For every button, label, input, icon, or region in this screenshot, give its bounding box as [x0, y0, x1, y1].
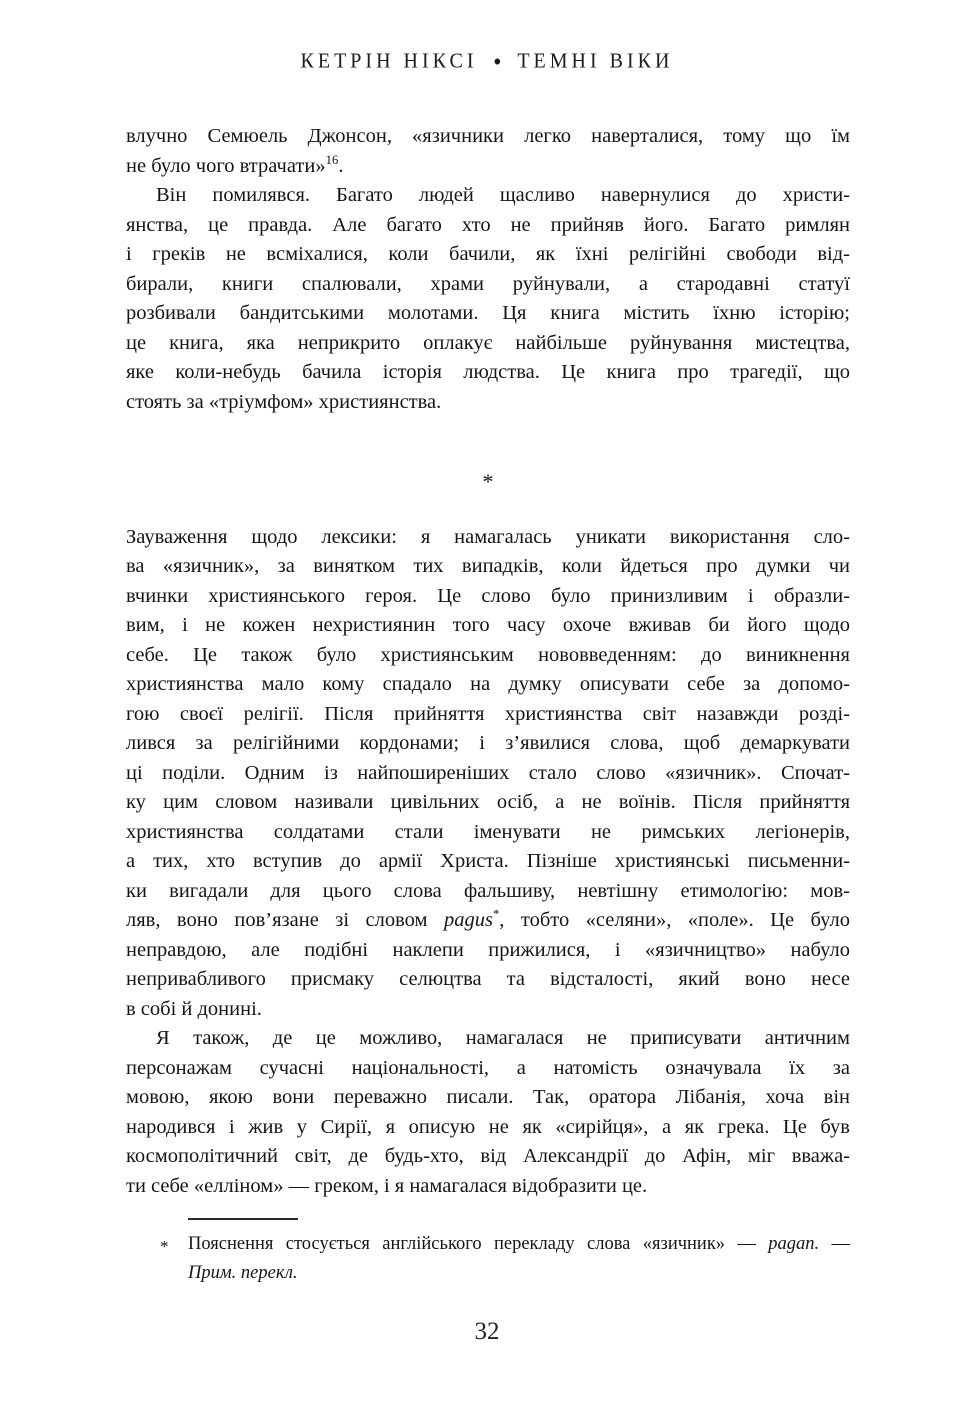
text-line: неправдою, але подібні наклепи прижилися, і «язичництво» набуло	[126, 938, 850, 961]
text-line: космополітичний світ, де будь-хто, від Александрії до Афін, міг вважа-	[126, 1145, 850, 1167]
text-segment: Пояснення стосується англійського перекладу слова «язичник» —	[188, 1234, 769, 1254]
section-separator-asterisk: *	[482, 469, 494, 494]
text-line: персонажам сучасні національності, а натомість означувала їх за	[126, 1056, 850, 1079]
text-line: в собі й донині.	[126, 997, 262, 1020]
text-line: непривабливого присмаку селюцтва та відсталості, який воно несе	[126, 968, 850, 990]
text-line: ва «язичник», за винятком тих випадків, коли йдеться про думки чи	[126, 555, 850, 577]
footnote-text	[188, 1230, 850, 1288]
latin-term-pagan: pagan.	[768, 1234, 820, 1254]
latin-term-pagus: pagus	[443, 909, 493, 931]
text-line: ку цим словом називали цивільних осіб, а не воїнів. Після прийняття	[126, 791, 850, 813]
text-line: народився і жив у Сирії, я описую не як «сирійця», а як грека. Це був	[126, 1115, 850, 1138]
text-line: християнства солдатами стали іменувати не римських легіонерів,	[126, 820, 850, 843]
footnote-marker: *	[160, 1237, 169, 1256]
text-segment: —	[819, 1234, 850, 1254]
text-line: ці поділи. Одним із найпоширеніших стало слово «язичник». Спочат-	[126, 761, 850, 784]
text-line: розбивали бандитськими молотами. Ця книга містить їхню історію;	[126, 302, 850, 324]
text-line: янства, це правда. Але багато хто не прийняв його. Багато римлян	[126, 213, 850, 236]
text-line	[126, 152, 850, 182]
text-line: себе. Це також було християнським нововведенням: до виникнення	[126, 643, 850, 666]
text-line: вим, і не кожен нехристиянин того часу охоче вживав би його щодо	[126, 614, 850, 636]
text-line: а тих, хто вступив до армії Христа. Пізніше християнські письменни-	[126, 850, 850, 872]
text-line: яке коли-небудь бачила історія людства. Це книга про трагедії, що	[126, 361, 850, 383]
text-line: лився за релігійними кордонами; і з’явилися слова, щоб демаркувати	[126, 732, 850, 754]
text-line: Він помилявся. Багато людей щасливо навернулися до христи-	[156, 184, 850, 206]
text-line: Я також, де це можливо, намагалася не приписувати античним	[156, 1027, 850, 1049]
text-line: стоять за «тріумфом» християнства.	[126, 390, 442, 413]
header-book-title: ТЕМНІ ВІКИ	[517, 49, 674, 73]
page-number: 32	[474, 1318, 500, 1345]
text-line: вчинки християнського героя. Це слово було принизливим і образли-	[126, 584, 850, 607]
header-author: КЕТРІН НІКСІ	[300, 49, 478, 73]
footnote-section	[126, 1218, 850, 1288]
header-separator-dot: ●	[493, 51, 502, 68]
text-line: християнства мало кому спадало на думку описувати себе за допомо-	[126, 673, 850, 695]
footnote-divider-rule	[188, 1218, 298, 1220]
footnote-line: Прим. перекл.	[188, 1263, 298, 1283]
text-line: ки вигадали для цього слова фальшиву, невтішну етимологію: мов-	[126, 879, 850, 902]
text-line: ти себе «елліном» — греком, і я намагалася відобразити це.	[126, 1174, 648, 1197]
text-block	[126, 122, 850, 1201]
text-segment: не було чого втрачати»	[126, 154, 326, 177]
text-line: це книга, яка неприкрито оплакує найбільше руйнування мистецтва,	[126, 331, 850, 354]
footnote-reference-16: 16	[325, 152, 339, 167]
text-segment: .	[338, 154, 344, 177]
text-line: влучно Семюель Джонсон, «язичники легко наверталися, тому що їм	[126, 125, 850, 147]
running-header	[0, 49, 974, 74]
text-line: і греків не всміхалися, коли бачили, як їхні релігійні свободи від-	[126, 243, 850, 265]
text-line: Зауваження щодо лексики: я намагалась уникати використання сло-	[126, 525, 850, 548]
text-line	[126, 906, 850, 936]
footnote-reference-asterisk: *	[492, 907, 500, 922]
text-segment: ляв, воно пов’язане зі словом	[126, 909, 444, 931]
text-line: мовою, якою вони переважно писали. Так, оратора Лібанія, хоча він	[126, 1086, 850, 1108]
text-line: бирали, книги спалювали, храми руйнували, а стародавні статуї	[126, 272, 850, 295]
footnote-line	[188, 1230, 850, 1259]
text-segment: , тобто «селяни», «поле». Це було	[499, 909, 850, 931]
text-line: гою своєї релігії. Після прийняття християнства світ назавжди розді-	[126, 702, 850, 725]
